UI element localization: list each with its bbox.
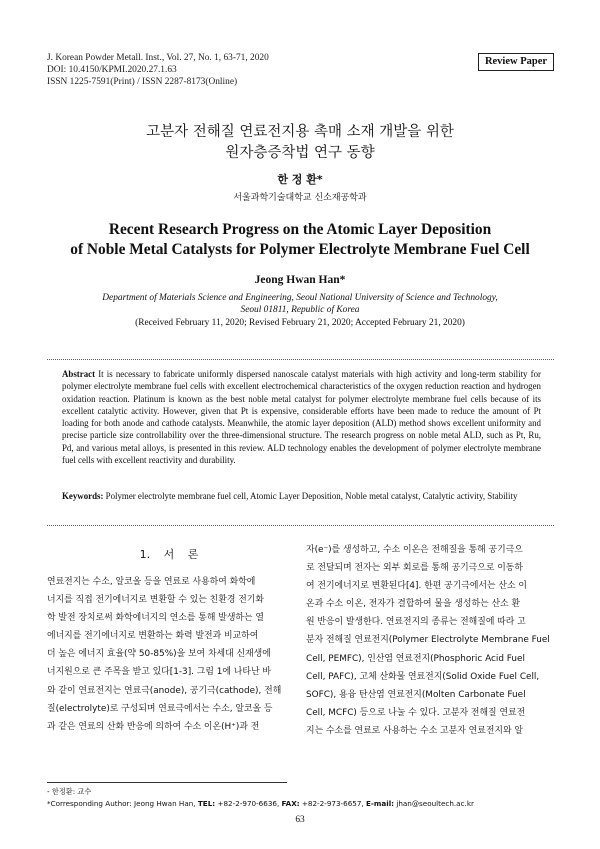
body-line: 너지원으로 큰 주목을 받고 있다[1-3]. 그림 1에 나타난 바 [47,667,271,678]
paper-type-badge: Review Paper [478,53,554,71]
body-line: 원 반응이 발생한다. 연료전지의 종류는 전해질에 따라 고 [306,617,526,628]
english-title-line: of Noble Metal Catalysts for Polymer Electrolyte Membrane Fuel Cell [70,241,530,258]
footnote-role: - 한정환: 교수 [47,787,92,796]
keywords [62,490,541,502]
email-value: jhan@seoultech.ac.kr [394,798,474,808]
body-column-right [306,541,554,740]
tel-value: +82-2-970-6636, [215,798,282,808]
keywords-text: Polymer electrolyte membrane fuel cell, Atomic Layer Deposition, Noble metal catalyst, Catalytic activity, Stability [105,491,518,501]
tel-label: TEL: [197,798,216,808]
affiliation-line: Seoul 01811, Republic of Korea [240,305,360,315]
keywords-label: Keywords: [62,491,104,501]
body-line: 와 같이 연료전지는 연료극(anode), 공기극(cathode), 전해 [47,685,282,696]
abstract [62,368,541,466]
english-title-line: Recent Research Progress on the Atomic Layer Deposition [108,221,492,238]
body-line: 자(e⁻)를 생성하고, 수소 이온은 전해질을 통해 공기극으 [306,545,523,555]
body-line: 온과 수소 이온, 전자가 결합하여 물을 생성하는 산소 환 [306,599,520,610]
divider [47,359,554,360]
page-number: 63 [295,815,305,825]
affiliation-line: Department of Materials Science and Engineering, Seoul National University of Science and Technology, [102,293,498,303]
fax-value: +82-2-973-6657, [299,798,366,808]
footnote [47,786,474,809]
english-author: Jeong Hwan Han* [254,274,346,286]
journal-issn: ISSN 1225-7591(Print) / ISSN 2287-8173(Online) [47,77,238,87]
journal-header [47,52,269,88]
english-title [0,220,600,260]
section-heading: 1. 서 론 [139,548,199,561]
body-line: 여 전기에너지로 변환된다[4]. 한편 공기극에서는 산소 이 [306,581,527,592]
abstract-text: It is necessary to fabricate uniformly dispersed nanoscale catalyst materials with high activity and long-term stability for polymer electrolyte membrane fuel cells with excellent electrochemical characteristics of the oxygen reduction reaction and hydrogen oxidation reaction. Platinum is known as the best noble metal catalyst for polymer electrolyte membrane fuel cells because of its excellent catalytic activity. However, given that Pt is expensive, considerable efforts have been made to reduce the amount of Pt loading for both anode and cathode catalysts. Meanwhile, the atomic layer deposition (ALD) method shows excellent uniformity and precise particle size controllability over the three-dimensional structure. The research progress on noble metal ALD, such as Pt, Ru, Pd, and various metal alloys, is presented in this review. ALD technology enables the development of polymer electrolyte membrane fuel cells with excellent reactivity and durability. [62,369,541,466]
english-affiliation [0,292,600,316]
body-line: 로 전달되며 전자는 외부 회로를 통해 공기극으로 이동하 [306,563,523,574]
email-label: E-mail: [366,798,395,808]
body-line: 과 같은 연료의 산화 반응에 의하여 수소 이온(H⁺)과 전 [47,721,260,732]
body-line: 지는 수소를 연료로 사용하는 수소 고분자 연료전지와 알 [306,725,523,736]
footnote-rule [47,782,287,783]
body-column-left [47,573,293,736]
fax-label: FAX: [281,798,300,808]
korean-author: 한 정 환* [277,173,323,186]
korean-title [0,122,600,164]
body-line: 질(electrolyte)로 구성되며 연료극에서는 수소, 알코올 등 [47,703,273,714]
body-line: 학 발전 장치로써 화학에너지의 연소를 통해 발생하는 열 [47,613,264,624]
korean-title-line: 원자층증착법 연구 동향 [225,145,375,161]
abstract-label: Abstract [62,369,96,379]
body-line: 연료전지는 수소, 알코올 등을 연료로 사용하여 화학에 [47,577,256,587]
body-line: 더 높은 에너지 효율(약 50-85%)을 보여 차세대 신재생에 [47,649,271,660]
body-line: 너지를 직접 전기에너지로 변환할 수 있는 친환경 전기화 [47,595,264,606]
body-line: 분자 전해질 연료전지(Polymer Electrolyte Membrane Fuel [306,635,550,646]
body-line: SOFC), 용융 탄산염 연료전지(Molten Carbonate Fuel [306,689,526,700]
body-line: 에너지를 전기에너지로 변환하는 화력 발전과 비교하여 [47,631,259,642]
korean-title-line: 고분자 전해질 연료전지용 촉매 소재 개발을 위한 [146,124,454,140]
korean-affiliation: 서울과학기술대학교 신소재공학과 [233,193,367,203]
body-line: Cell, PEMFC), 인산염 연료전지(Phosphoric Acid Fuel [306,653,525,664]
journal-citation: J. Korean Powder Metall. Inst., Vol. 27, No. 1, 63-71, 2020 [47,53,269,63]
corresponding-author: *Corresponding Author: Jeong Hwan Han, [47,798,198,808]
body-line: Cell, PAFC), 고체 산화물 연료전지(Solid Oxide Fuel Cell, [306,671,540,682]
journal-doi: DOI: 10.4150/KPMI.2020.27.1.63 [47,65,177,75]
received-dates: (Received February 11, 2020; Revised February 21, 2020; Accepted February 21, 2020) [135,318,465,328]
divider [47,525,554,526]
body-line: Cell, MCFC) 등으로 나눌 수 있다. 고분자 전해질 연료전 [306,707,526,718]
footnote-corresponding [47,798,474,810]
